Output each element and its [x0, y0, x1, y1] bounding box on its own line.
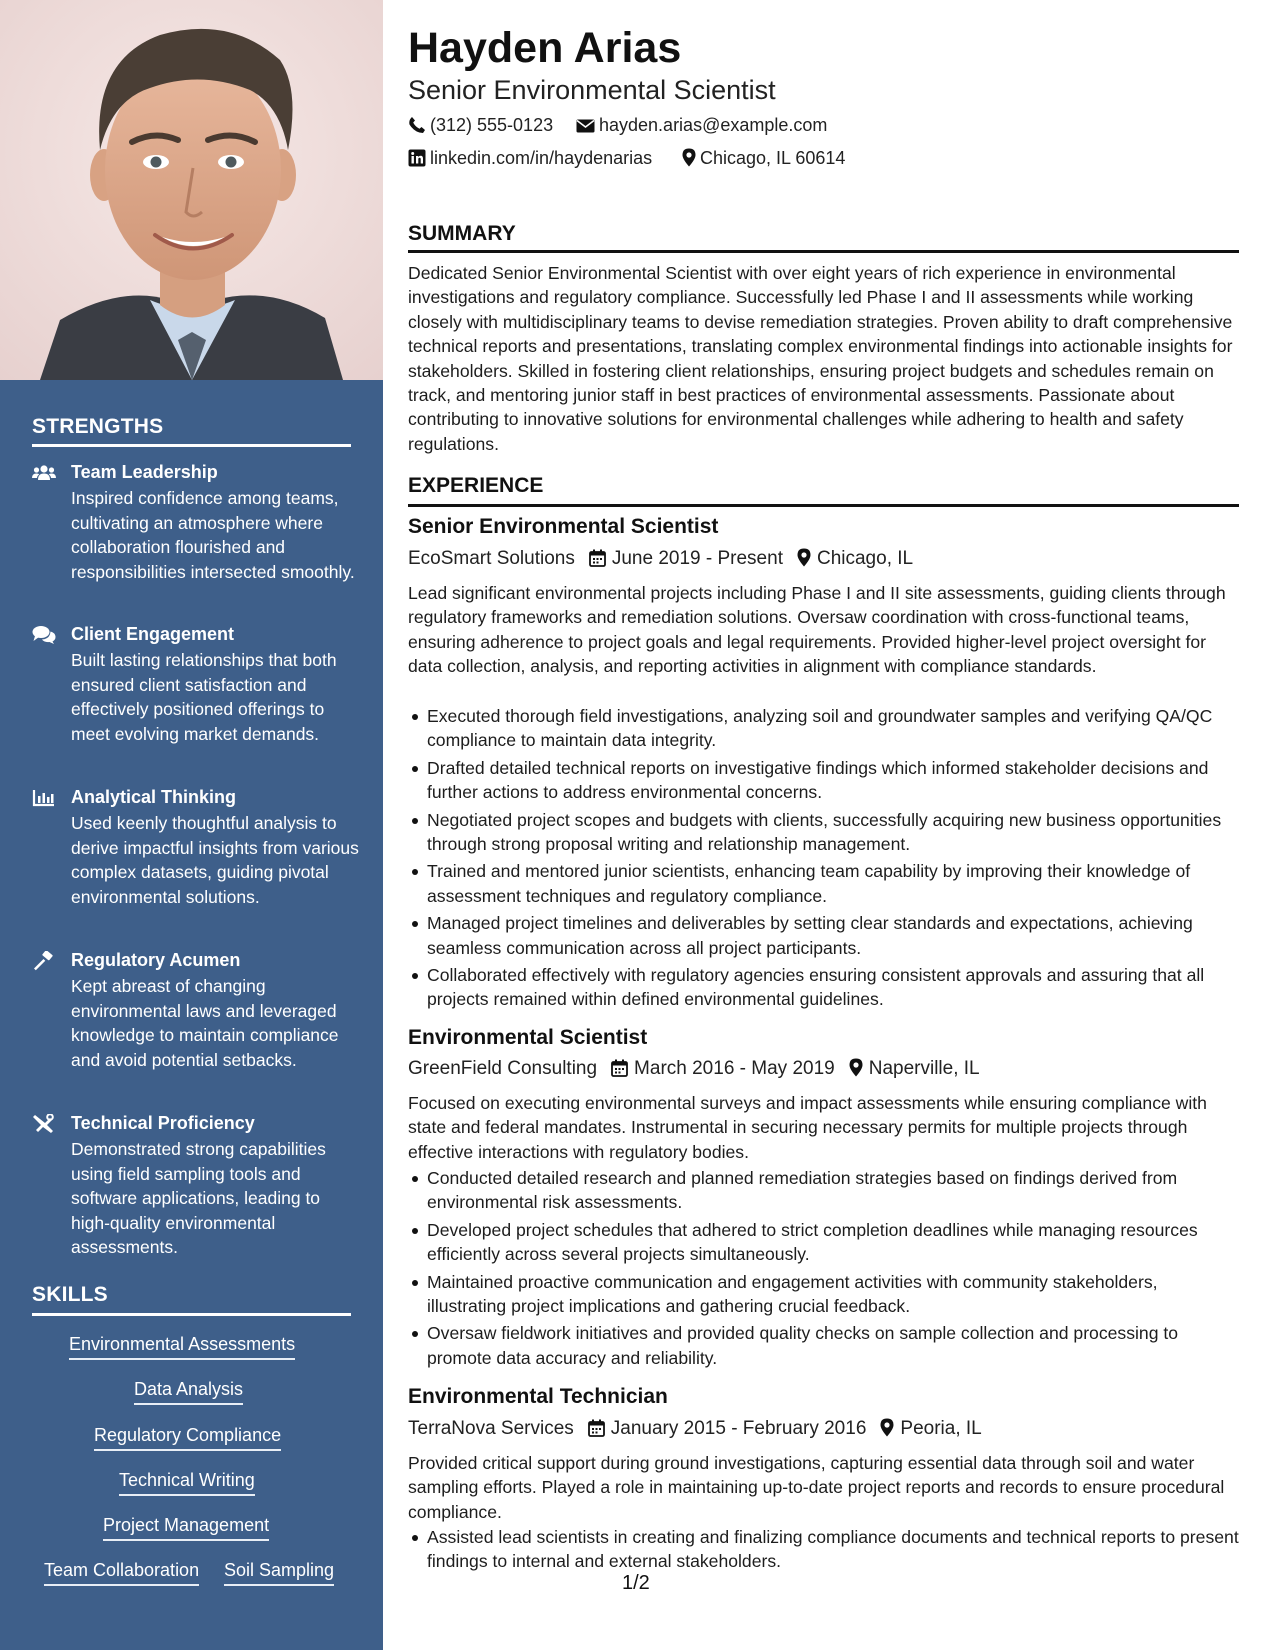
gavel-icon: [32, 951, 56, 971]
job-dates: January 2015 - February 2016: [610, 1418, 867, 1439]
list-item: Trained and mentored junior scientists, enhancing team capability by improving their knowledge of assessment techniques and regulatory compliance.: [408, 859, 1240, 908]
email-text[interactable]: hayden.arias@example.com: [599, 115, 828, 135]
phone-text: (312) 555-0123: [430, 115, 554, 135]
strength-description: Used keenly thoughtful analysis to derive impactful insights from various complex datasets, guiding pivotal environmental solutions.: [71, 813, 359, 907]
linkedin-text[interactable]: linkedin.com/in/haydenarias: [430, 148, 653, 168]
job-description: Provided critical support during ground investigations, capturing essential data through soil and water sampling efforts. Played a role in maintaining up-to-date project reports and records to ensure procedural compliance.: [408, 1453, 1225, 1522]
job-location: Naperville, IL: [868, 1058, 980, 1079]
list-item: Executed thorough field investigations, analyzing soil and groundwater samples and verifying QA/QC compliance to maintain data integrity.: [408, 704, 1240, 753]
skills-heading: SKILLS: [32, 1283, 108, 1306]
tools-icon: [32, 1114, 56, 1134]
candidate-title: Senior Environmental Scientist: [408, 75, 776, 105]
skill-tag: Environmental Assessments: [69, 1333, 295, 1360]
experience-heading: EXPERIENCE: [408, 474, 544, 497]
job-bullets: [408, 1166, 1240, 1373]
list-item: Oversaw fieldwork initiatives and provided quality checks on sample collection and processing to promote data accuracy and reliability.: [408, 1321, 1240, 1370]
list-item: Collaborated effectively with regulatory agencies ensuring consistent approvals and assuring that all projects remained within defined environmental guidelines.: [408, 963, 1240, 1012]
job-location: Chicago, IL: [816, 548, 914, 569]
contact-location: [682, 147, 845, 172]
job-location: Peoria, IL: [900, 1418, 982, 1439]
phone-icon: [408, 116, 426, 139]
job-description: Lead significant environmental projects including Phase I and II site assessments, guiding clients through regulatory frameworks and remediation solutions. Oversaw coordination with cross-functional teams, ensuring adherence to project goals and legal requirements. Provided higher-level project oversight for data collection, analysis, and reporting activities in alignment with compliance standards.: [408, 583, 1226, 677]
job-description: Focused on executing environmental surveys and impact assessments while ensuring compliance with state and federal mandates. Instrumental in securing necessary permits for multiple projects through effective interactions with regulatory bodies.: [408, 1093, 1207, 1162]
linkedin-icon: [408, 149, 426, 172]
candidate-name: Hayden Arias: [408, 24, 682, 72]
location-text: Chicago, IL 60614: [700, 148, 846, 168]
summary-text: Dedicated Senior Environmental Scientist with over eight years of rich experience in environmental investigations and regulatory compliance. Successfully led Phase I and II assessments while working closely with multidisciplinary teams to devise remediation strategies. Proven ability to draft comprehensive technical reports and presentations, translating complex environmental findings into actionable insights for stakeholders. Skilled in fostering client relationships, ensuring project budgets and schedules remain on track, and mentoring junior staff in best practices of environmental assessments. Passionate about contributing to innovative solutions for environmental challenges while adhering to health and safety regulations.: [408, 263, 1233, 454]
strength-title: Technical Proficiency: [71, 1113, 255, 1133]
job-dates: June 2019 - Present: [611, 548, 783, 569]
job-dates: March 2016 - May 2019: [634, 1058, 835, 1079]
strength-description: Inspired confidence among teams, cultivating an atmosphere where collaboration flourished and responsibilities intersected smoothly.: [71, 488, 355, 582]
skill-tag: Project Management: [103, 1514, 269, 1541]
strength-title: Client Engagement: [71, 624, 235, 644]
envelope-icon: [576, 117, 595, 139]
strength-title: Analytical Thinking: [71, 787, 237, 807]
job-bullets: [408, 1525, 1240, 1577]
strength-item: [32, 1112, 362, 1262]
strength-item: [32, 949, 362, 1099]
chart-icon: [32, 788, 56, 808]
skill-tag: Team Collaboration: [44, 1559, 199, 1586]
contact-linkedin: [408, 147, 652, 172]
list-item: Conducted detailed research and planned remediation strategies based on findings derived from environmental risk assessments.: [408, 1166, 1240, 1215]
strength-description: Built lasting relationships that both ensured client satisfaction and effectively positioned offerings to meet evolving market demands.: [71, 650, 337, 744]
job-company: TerraNova Services: [408, 1418, 574, 1439]
map-pin-icon: [797, 548, 811, 574]
strength-description: Kept abreast of changing environmental laws and leveraged knowledge to maintain compliance and avoid potential setbacks.: [71, 976, 339, 1070]
strength-item: [32, 461, 362, 611]
calendar-icon: [611, 1059, 628, 1084]
job-title: Environmental Scientist: [408, 1026, 648, 1049]
strength-title: Team Leadership: [71, 462, 218, 482]
strengths-heading: STRENGTHS: [32, 415, 164, 438]
map-pin-icon: [682, 148, 696, 172]
experience-divider: [408, 504, 1239, 507]
job-company: GreenField Consulting: [408, 1058, 598, 1079]
skill-tag: Soil Sampling: [224, 1559, 334, 1586]
skill-tag: Data Analysis: [134, 1378, 243, 1405]
map-pin-icon: [880, 1418, 894, 1444]
list-item: Managed project timelines and deliverables by setting clear standards and expectations, achieving seamless communication across all project participants.: [408, 911, 1240, 960]
skill-tag: Technical Writing: [119, 1469, 255, 1496]
summary-divider: [408, 250, 1239, 253]
skill-tag: Regulatory Compliance: [94, 1424, 281, 1451]
list-item: Drafted detailed technical reports on investigative findings which informed stakeholder decisions and further actions to address environmental concerns.: [408, 756, 1240, 805]
summary-heading: SUMMARY: [408, 222, 516, 245]
job-meta: [408, 1057, 980, 1084]
list-item: Negotiated project scopes and budgets with clients, successfully acquiring new business opportunities through strong proposal writing and relationship management.: [408, 808, 1240, 857]
job-bullets: [408, 704, 1240, 1015]
comments-icon: [32, 625, 56, 645]
strength-item: [32, 623, 362, 773]
strength-title: Regulatory Acumen: [71, 950, 241, 970]
job-company: EcoSmart Solutions: [408, 548, 575, 569]
skills-divider: [32, 1313, 351, 1316]
profile-photo: [0, 0, 383, 380]
calendar-icon: [589, 549, 606, 574]
list-item: Developed project schedules that adhered to strict completion deadlines while managing resources efficiently across several projects simultaneously.: [408, 1218, 1240, 1267]
list-item: Assisted lead scientists in creating and finalizing compliance documents and technical reports to present findings to internal and external stakeholders.: [408, 1525, 1240, 1574]
job-title: Senior Environmental Scientist: [408, 515, 719, 538]
contact-phone: [408, 114, 553, 139]
strength-item: [32, 786, 362, 936]
users-icon: [32, 463, 56, 483]
calendar-icon: [588, 1419, 605, 1444]
map-pin-icon: [849, 1058, 863, 1084]
job-meta: [408, 547, 913, 574]
contact-email: [576, 114, 827, 139]
job-meta: [408, 1417, 982, 1444]
page-number: 1/2: [622, 1572, 650, 1594]
list-item: Maintained proactive communication and engagement activities with community stakeholders, illustrating project implications and gathering crucial feedback.: [408, 1270, 1240, 1319]
strength-description: Demonstrated strong capabilities using field sampling tools and software applications, leading to high-quality environmental assessments.: [71, 1139, 326, 1257]
strengths-divider: [32, 444, 351, 447]
job-title: Environmental Technician: [408, 1385, 668, 1408]
